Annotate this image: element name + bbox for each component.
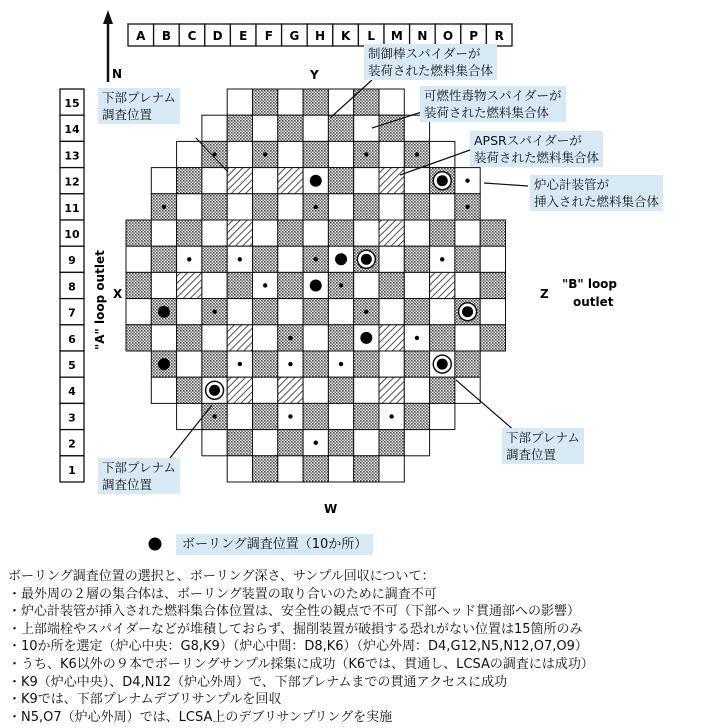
fuel-assembly-cell xyxy=(278,377,303,403)
fuel-assembly-cell xyxy=(379,299,404,325)
callout-lower-plenum-bottom-left: 下部プレナム 調査位置 xyxy=(98,458,180,494)
b-loop-label-2: outlet xyxy=(573,295,614,309)
column-header-label: O xyxy=(442,29,454,43)
fuel-assembly-cell xyxy=(404,351,429,377)
leader-lower-plenum-bottom-right xyxy=(456,380,516,432)
fuel-assembly-cell xyxy=(278,168,303,194)
callout-lower-plenum-top: 下部プレナム 調査位置 xyxy=(98,88,180,124)
notes-item: ・上部端栓やスパイダーなどが堆積しておらず、掘削装置が破損する恐れがない位置は15箇所のみ xyxy=(8,621,583,637)
fuel-assembly-cell xyxy=(151,377,176,403)
fuel-assembly-cell xyxy=(202,220,227,246)
column-header-label: K xyxy=(340,29,351,43)
column-header-label: B xyxy=(161,29,171,43)
row-header-label: 8 xyxy=(68,280,76,294)
fuel-assembly-cell xyxy=(177,194,202,220)
fuel-assembly-cell xyxy=(303,325,328,351)
fuel-assembly-cell xyxy=(430,220,455,246)
fuel-assembly-cell xyxy=(328,456,353,482)
fuel-assembly-cell xyxy=(202,246,227,272)
incore-instrument-dot xyxy=(389,414,393,418)
fuel-assembly-cell xyxy=(455,246,480,272)
fuel-assembly-cell xyxy=(278,220,303,246)
row-header xyxy=(60,89,84,482)
fuel-assembly-cell xyxy=(328,403,353,429)
column-header xyxy=(128,24,512,46)
fuel-assembly-cell xyxy=(303,115,328,141)
column-header-label: C xyxy=(187,29,197,43)
fuel-assembly-cell xyxy=(227,220,252,246)
incore-instrument-dot xyxy=(263,283,267,287)
fuel-assembly-cell xyxy=(227,403,252,429)
fuel-assembly-cell xyxy=(227,272,252,298)
row-header-label: 4 xyxy=(68,385,76,399)
boring-location-dot xyxy=(361,254,372,265)
row-header-label: 11 xyxy=(64,201,80,215)
fuel-assembly-cell xyxy=(404,403,429,429)
column-header-label: A xyxy=(136,29,146,43)
fuel-assembly-cell xyxy=(177,377,202,403)
row-header-label: 10 xyxy=(64,228,80,241)
fuel-assembly-cell xyxy=(455,272,480,298)
boring-location-dot xyxy=(158,306,170,318)
column-header-label: D xyxy=(212,29,223,43)
column-header-label: P xyxy=(469,29,478,43)
row-header-label: 13 xyxy=(64,149,80,163)
fuel-assembly-cell xyxy=(328,89,353,115)
fuel-assembly-cell xyxy=(202,115,227,141)
fuel-assembly-cell xyxy=(328,377,353,403)
column-header-label: H xyxy=(314,29,326,43)
fuel-assembly-cell xyxy=(430,325,455,351)
fuel-assembly-cell xyxy=(278,430,303,456)
incore-instrument-dot xyxy=(415,152,419,156)
fuel-assembly-cell xyxy=(480,325,505,351)
fuel-assembly-cell xyxy=(430,194,455,220)
incore-instrument-dot xyxy=(314,441,318,445)
fuel-assembly-cell xyxy=(227,115,252,141)
fuel-assembly-cell xyxy=(303,299,328,325)
fuel-assembly-cell xyxy=(151,246,176,272)
column-header-label: E xyxy=(239,29,248,43)
incore-instrument-dot xyxy=(162,205,166,209)
fuel-assembly-cell xyxy=(227,456,252,482)
fuel-assembly-cell xyxy=(177,403,202,429)
fuel-assembly-cell xyxy=(430,299,455,325)
notes-item: ・10か所を選定（炉心中央：G8,K9）（炉心中間：D8,K6）（炉心外周：D4,G12,N5,N12,O7,O9） xyxy=(8,639,588,655)
fuel-assembly-cell xyxy=(278,194,303,220)
boring-location-dot xyxy=(360,332,372,344)
fuel-assembly-cell xyxy=(278,246,303,272)
fuel-assembly-cell xyxy=(303,456,328,482)
boring-location-dot xyxy=(462,306,473,317)
notes-item: ・最外周の２層の集合体は、ボーリング装置の取り合いのために調査不可 xyxy=(8,586,437,602)
fuel-assembly-cell xyxy=(278,141,303,167)
compass-z-label: Z xyxy=(540,287,549,301)
fuel-assembly-cell xyxy=(379,272,404,298)
column-header-label: M xyxy=(390,29,403,43)
fuel-assembly-cell xyxy=(126,325,151,351)
fuel-assembly-cell xyxy=(379,246,404,272)
fuel-assembly-cell xyxy=(328,168,353,194)
column-header-label: G xyxy=(289,29,300,43)
fuel-assembly-cell xyxy=(354,430,379,456)
fuel-assembly-cell xyxy=(328,115,353,141)
fuel-assembly-cell xyxy=(379,430,404,456)
compass-w-label: W xyxy=(324,502,338,516)
fuel-assembly-cell xyxy=(354,377,379,403)
fuel-assembly-cell xyxy=(404,377,429,403)
fuel-assembly-cell xyxy=(177,299,202,325)
fuel-assembly-cell xyxy=(202,351,227,377)
fuel-assembly-cell xyxy=(253,299,278,325)
fuel-assembly-cell xyxy=(126,220,151,246)
fuel-assembly-cell xyxy=(278,89,303,115)
fuel-assembly-cell xyxy=(328,299,353,325)
fuel-assembly-cell xyxy=(404,220,429,246)
fuel-assembly-cell xyxy=(202,194,227,220)
fuel-assembly-cell xyxy=(303,351,328,377)
legend-boring-dot xyxy=(149,538,162,551)
callout-control-rod: 制御棒スパイダーが 装荷された燃料集合体 xyxy=(364,44,497,80)
incore-instrument-dot xyxy=(339,283,343,287)
legend-boring-label: ボーリング調査位置（10か所） xyxy=(176,534,373,555)
row-header-label: 6 xyxy=(68,332,76,346)
fuel-assembly-cell xyxy=(126,246,151,272)
fuel-assembly-cell xyxy=(404,430,429,456)
fuel-assembly-cell xyxy=(253,377,278,403)
fuel-assembly-cell xyxy=(455,220,480,246)
fuel-assembly-cell xyxy=(354,456,379,482)
incore-instrument-dot xyxy=(339,362,343,366)
fuel-assembly-cell xyxy=(328,194,353,220)
fuel-assembly-cell xyxy=(379,220,404,246)
fuel-assembly-cell xyxy=(404,299,429,325)
fuel-assembly-cell xyxy=(278,299,303,325)
fuel-assembly-cell xyxy=(126,272,151,298)
boring-location-dot xyxy=(437,359,448,370)
fuel-assembly-cell xyxy=(303,141,328,167)
fuel-assembly-cell xyxy=(151,220,176,246)
fuel-assembly-cell xyxy=(278,272,303,298)
fuel-assembly-cell xyxy=(354,115,379,141)
fuel-assembly-cell xyxy=(151,272,176,298)
incore-instrument-dot xyxy=(187,257,191,261)
fuel-assembly-cell xyxy=(379,325,404,351)
fuel-assembly-cell xyxy=(354,168,379,194)
fuel-assembly-cell xyxy=(404,246,429,272)
fuel-assembly-cell xyxy=(202,430,227,456)
row-header-label: 3 xyxy=(68,411,76,425)
incore-instrument-dot xyxy=(212,414,216,418)
fuel-assembly-cell xyxy=(303,403,328,429)
fuel-assembly-cell xyxy=(253,351,278,377)
fuel-assembly-cell xyxy=(177,168,202,194)
fuel-assembly-cell xyxy=(227,194,252,220)
b-loop-label-1: "B" loop xyxy=(562,277,618,291)
column-header-label: N xyxy=(417,29,428,43)
fuel-assembly-cell xyxy=(379,351,404,377)
fuel-assembly-cell xyxy=(480,272,505,298)
boring-location-dot xyxy=(335,253,347,265)
fuel-assembly-cell xyxy=(354,220,379,246)
fuel-assembly-cell xyxy=(227,89,252,115)
fuel-assembly-cell xyxy=(379,456,404,482)
fuel-assembly-cell xyxy=(253,246,278,272)
fuel-assembly-cell xyxy=(253,456,278,482)
core-grid xyxy=(126,89,506,482)
fuel-assembly-cell xyxy=(177,325,202,351)
a-loop-label: "A" loop outlet xyxy=(93,250,107,350)
callout-lower-plenum-bottom-right: 下部プレナム 調査位置 xyxy=(502,428,584,464)
callout-apsr: APSRスパイダーが 装荷された燃料集合体 xyxy=(470,131,603,167)
incore-instrument-dot xyxy=(238,257,242,261)
fuel-assembly-cell xyxy=(404,194,429,220)
fuel-assembly-cell xyxy=(126,299,151,325)
fuel-assembly-cell xyxy=(227,141,252,167)
fuel-assembly-cell xyxy=(328,325,353,351)
fuel-assembly-cell xyxy=(379,89,404,115)
fuel-assembly-cell xyxy=(151,168,176,194)
fuel-assembly-cell xyxy=(227,299,252,325)
incore-instrument-dot xyxy=(212,310,216,314)
fuel-assembly-cell xyxy=(278,456,303,482)
fuel-assembly-cell xyxy=(253,194,278,220)
fuel-assembly-cell xyxy=(151,325,176,351)
notes-heading: ボーリング調査位置の選択と、ボーリング深さ、サンプル回収について： xyxy=(8,569,435,584)
fuel-assembly-cell xyxy=(202,168,227,194)
incore-instrument-dot xyxy=(415,336,419,340)
row-header-label: 2 xyxy=(68,437,76,451)
callout-incore: 炉心計装管が 挿入された燃料集合体 xyxy=(530,175,663,211)
boring-location-dot xyxy=(310,175,322,187)
fuel-assembly-cell xyxy=(177,220,202,246)
fuel-assembly-cell xyxy=(328,220,353,246)
leader-incore xyxy=(484,183,528,186)
fuel-assembly-cell xyxy=(177,351,202,377)
notes-item: ・K9では、下部プレナムデブリサンプルを回収 xyxy=(8,692,282,708)
fuel-assembly-cell xyxy=(455,351,480,377)
fuel-assembly-cell xyxy=(177,272,202,298)
fuel-assembly-cell xyxy=(303,377,328,403)
row-header-label: 9 xyxy=(68,254,76,268)
fuel-assembly-cell xyxy=(253,403,278,429)
fuel-assembly-cell xyxy=(328,141,353,167)
fuel-assembly-cell xyxy=(253,168,278,194)
incore-instrument-dot xyxy=(288,414,292,418)
incore-instrument-dot xyxy=(288,362,292,366)
fuel-assembly-cell xyxy=(202,272,227,298)
notes-item: ・K9（炉心中央）、D4,N12（炉心外周）で、下部プレナムまでの貫通アクセスに成功 xyxy=(8,674,508,690)
incore-instrument-dot xyxy=(314,257,318,261)
north-label: N xyxy=(112,67,123,81)
fuel-assembly-cell xyxy=(379,194,404,220)
fuel-assembly-cell xyxy=(202,325,227,351)
fuel-assembly-cell xyxy=(227,430,252,456)
fuel-assembly-cell xyxy=(480,220,505,246)
boring-location-dot xyxy=(158,358,170,370)
fuel-assembly-cell xyxy=(480,246,505,272)
row-header-label: 1 xyxy=(68,463,76,477)
boring-location-dot xyxy=(310,280,322,292)
fuel-assembly-cell xyxy=(253,115,278,141)
row-header-label: 15 xyxy=(64,97,80,110)
column-header-label: L xyxy=(367,29,376,43)
fuel-assembly-cell xyxy=(328,430,353,456)
incore-instrument-dot xyxy=(364,310,368,314)
fuel-assembly-cell xyxy=(278,115,303,141)
fuel-assembly-cell xyxy=(379,377,404,403)
fuel-assembly-cell xyxy=(379,168,404,194)
column-header-label: F xyxy=(264,29,273,43)
fuel-assembly-cell xyxy=(253,89,278,115)
fuel-assembly-cell xyxy=(354,403,379,429)
incore-instrument-dot xyxy=(465,205,469,209)
incore-instrument-dot xyxy=(263,152,267,156)
fuel-assembly-cell xyxy=(354,194,379,220)
notes-item: ・うち、K6以外の９本でボーリングサンプル採集に成功（K6では、貫通し、LCSAの調査には成功） xyxy=(8,656,594,672)
fuel-assembly-cell xyxy=(404,272,429,298)
fuel-assembly-cell xyxy=(253,430,278,456)
compass-y-label: Y xyxy=(310,68,319,82)
fuel-assembly-cell xyxy=(430,403,455,429)
row-header-label: 7 xyxy=(68,306,76,320)
notes-block xyxy=(8,568,714,726)
fuel-assembly-cell xyxy=(379,141,404,167)
incore-instrument-dot xyxy=(364,152,368,156)
fuel-assembly-cell xyxy=(354,272,379,298)
fuel-assembly-cell xyxy=(354,351,379,377)
fuel-assembly-cell xyxy=(455,325,480,351)
incore-instrument-dot xyxy=(238,362,242,366)
incore-instrument-dot xyxy=(288,336,292,340)
fuel-assembly-cell xyxy=(430,272,455,298)
incore-instrument-dot xyxy=(314,205,318,209)
fuel-assembly-cell xyxy=(177,141,202,167)
incore-instrument-dot xyxy=(440,257,444,261)
boring-location-dot xyxy=(437,175,448,186)
notes-item: ・炉心計装管が挿入された燃料集合体位置は、安全性の観点で不可（下部ヘッド貫通部への影響） xyxy=(8,604,581,620)
fuel-assembly-cell xyxy=(253,325,278,351)
fuel-assembly-cell xyxy=(227,325,252,351)
fuel-assembly-cell xyxy=(227,168,252,194)
row-header-label: 14 xyxy=(64,123,80,137)
notes-item: ・N5,O7（炉心外周）では、LCSA上のデブリサンプリングを実施 xyxy=(8,709,393,725)
compass-x-label: X xyxy=(113,287,123,301)
fuel-assembly-cell xyxy=(480,299,505,325)
incore-instrument-dot xyxy=(465,179,469,183)
fuel-assembly-cell xyxy=(227,377,252,403)
row-header-label: 12 xyxy=(64,175,80,189)
column-header-label: R xyxy=(494,29,504,43)
fuel-assembly-cell xyxy=(303,89,328,115)
callout-burnable-poison: 可燃性毒物スパイダーが 装荷された燃料集合体 xyxy=(420,86,566,122)
row-header-label: 5 xyxy=(68,359,76,372)
fuel-assembly-cell xyxy=(430,377,455,403)
fuel-assembly-cell xyxy=(303,220,328,246)
fuel-assembly-cell xyxy=(253,220,278,246)
boring-location-dot xyxy=(209,385,220,396)
